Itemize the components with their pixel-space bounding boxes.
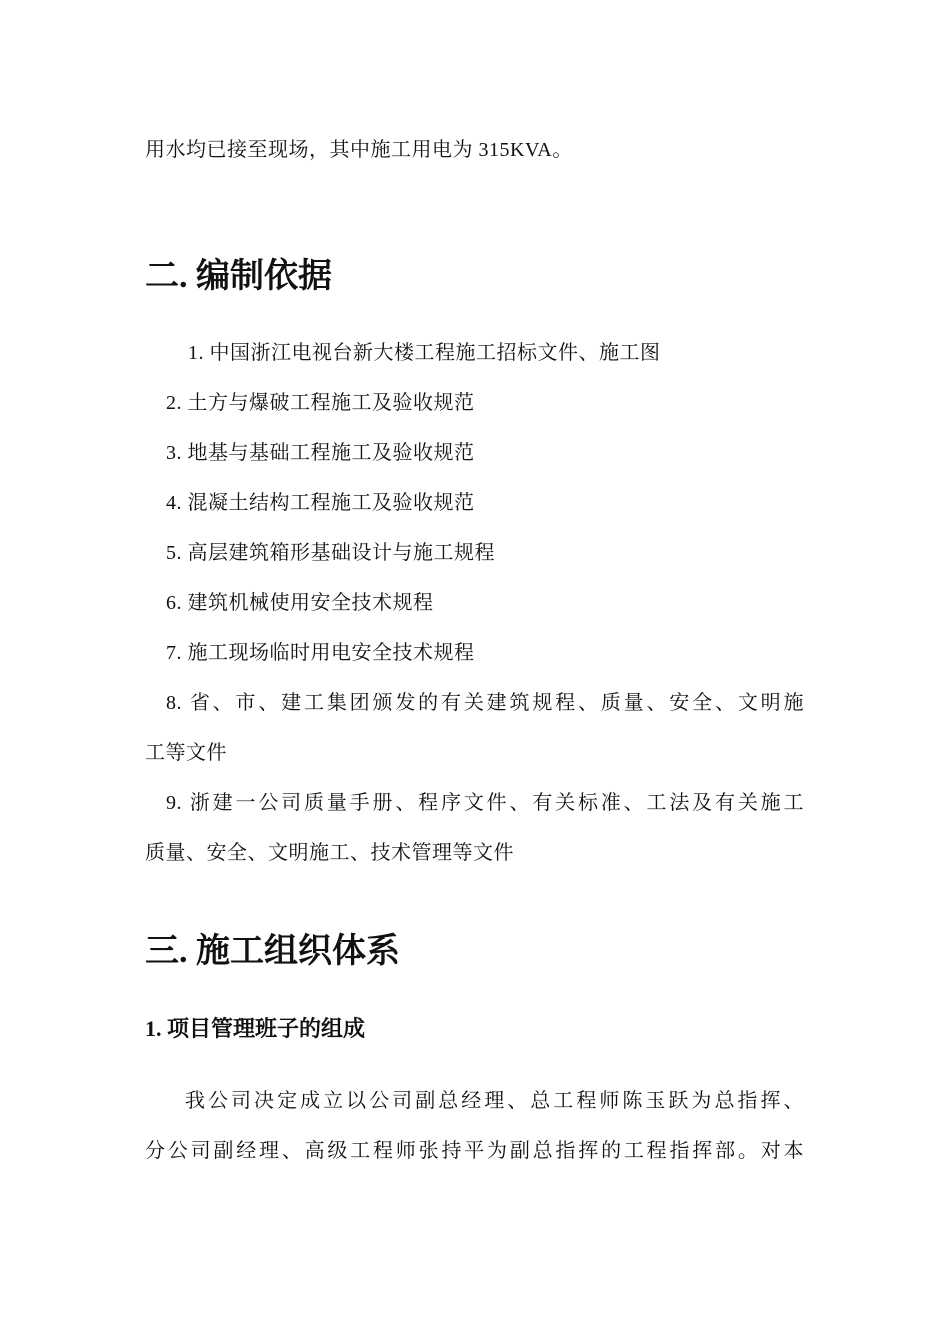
- list-item-7: 7. 施工现场临时用电安全技术规程: [166, 642, 475, 664]
- list-item-3: 3. 地基与基础工程施工及验收规范: [166, 442, 475, 464]
- list-item-1: 1. 中国浙江电视台新大楼工程施工招标文件、施工图: [188, 342, 661, 364]
- section-3-heading: 三. 施工组织体系: [145, 933, 400, 970]
- list-item-9-line-1: 9. 浙建一公司质量手册、程序文件、有关标准、工法及有关施工: [166, 792, 804, 814]
- list-item-5: 5. 高层建筑箱形基础设计与施工规程: [166, 542, 495, 564]
- intro-tail-text: 用水均已接至现场，其中施工用电为 315KVA。: [145, 139, 573, 161]
- paragraph-line-1: 我公司决定成立以公司副总经理、总工程师陈玉跃为总指挥、: [185, 1090, 804, 1112]
- paragraph-line-2: 分公司副经理、高级工程师张持平为副总指挥的工程指挥部。对本: [145, 1140, 804, 1162]
- subsection-1-heading: 1. 项目管理班子的组成: [145, 1016, 366, 1041]
- list-item-9-line-2: 质量、安全、文明施工、技术管理等文件: [145, 842, 514, 864]
- list-item-8-line-2: 工等文件: [145, 742, 227, 764]
- list-item-2: 2. 土方与爆破工程施工及验收规范: [166, 392, 475, 414]
- list-item-6: 6. 建筑机械使用安全技术规程: [166, 592, 434, 614]
- list-item-8-line-1: 8. 省、市、建工集团颁发的有关建筑规程、质量、安全、文明施: [166, 692, 804, 714]
- list-item-4: 4. 混凝土结构工程施工及验收规范: [166, 492, 475, 514]
- section-2-heading: 二. 编制依据: [145, 258, 332, 295]
